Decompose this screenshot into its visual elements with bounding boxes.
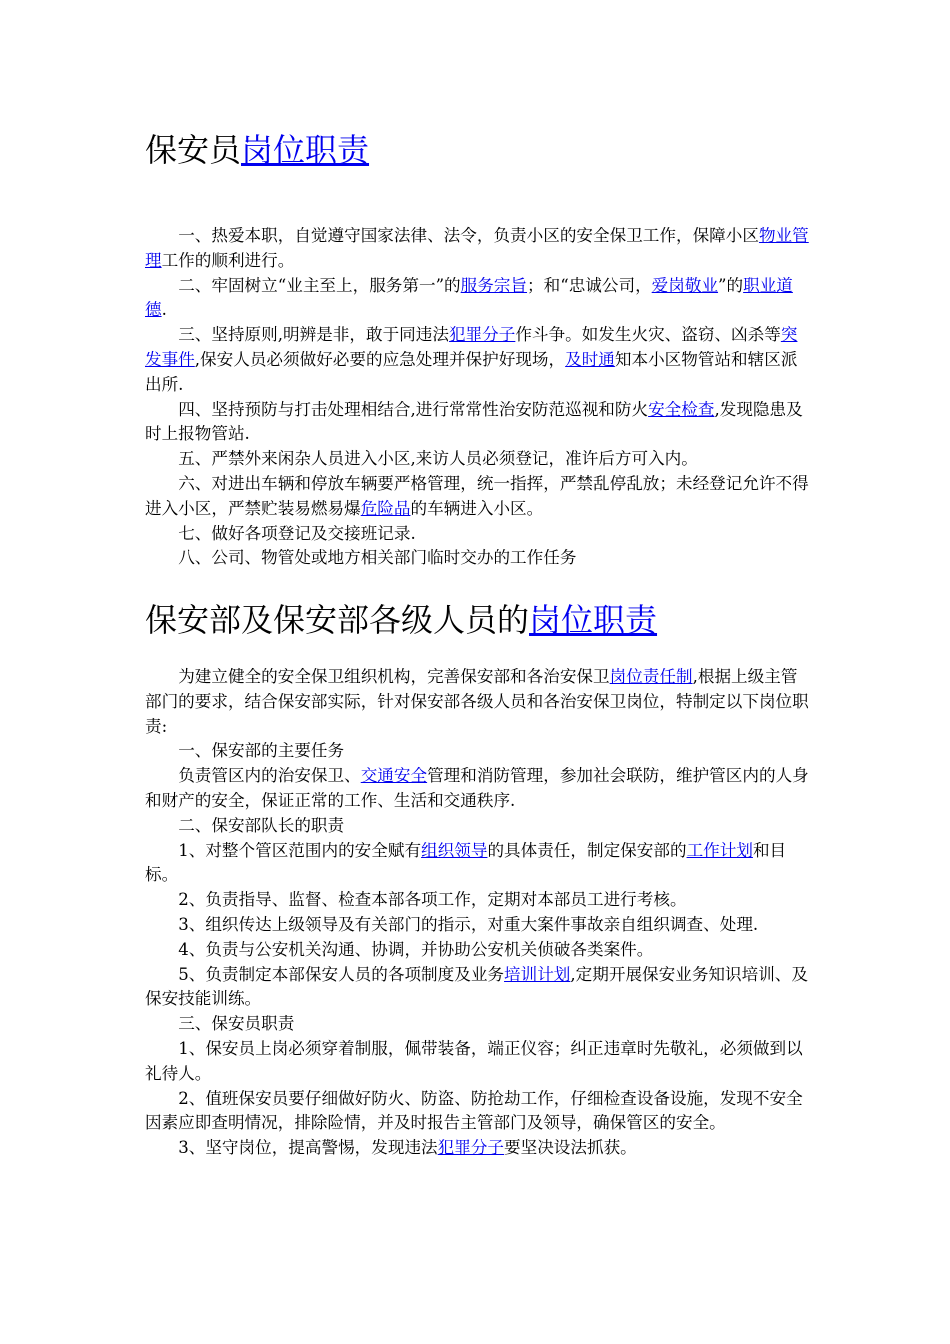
paragraph-text: 三、保安员职责 [178, 1014, 295, 1034]
inline-link[interactable]: 物业管理 [145, 226, 809, 270]
paragraph-text: 为建立健全的安全保卫组织机构，完善保安部和各治安保卫 [178, 667, 610, 686]
paragraph [145, 472, 810, 522]
paragraph-text: 2、值班保安员要仔细做好防火、防盗、防抢劫工作，仔细检查设备设施，发现不安全因素应即查明情况，排除险情，并及时报告主管部门及领导，确保管区的安全。 [145, 1088, 803, 1133]
inline-link[interactable]: 服务宗旨 [460, 275, 528, 295]
paragraph-text: 八、公司、物管处或地方相关部门临时交办的工作任务 [178, 548, 577, 568]
paragraph-text: 3、组织传达上级领导及有关部门的指示，对重大案件事故亲自组织调查、处理. [178, 914, 759, 934]
paragraph-text: ,定期开展保安业务知识培训、及保安技能训练。 [145, 964, 808, 1009]
paragraph [145, 913, 810, 938]
inline-link[interactable]: 工作计划 [686, 840, 753, 860]
inline-link[interactable]: 爱岗敬业 [651, 275, 719, 295]
paragraph [145, 1087, 810, 1137]
paragraph-text: 一、保安部的主要任务 [178, 741, 345, 761]
paragraph-text: 一、热爱本职，自觉遵守国家法律、法令，负责小区的安全保卫工作，保障小区 [178, 226, 759, 245]
paragraph [145, 1037, 810, 1087]
title-link[interactable]: 岗位职责 [241, 131, 370, 169]
paragraph [145, 888, 810, 913]
paragraph-text: 三、坚持原则,明辨是非，敢于同违法 [178, 325, 449, 345]
paragraph-text: 要坚决设法抓获。 [504, 1138, 637, 1158]
paragraph [145, 839, 810, 889]
paragraph [145, 224, 810, 274]
paragraph [145, 938, 810, 963]
section-title-link[interactable]: 岗位职责 [529, 601, 658, 639]
paragraph-text: 2、负责指导、监督、检查本部各项工作，定期对本部员工进行考核。 [178, 890, 687, 910]
paragraph [145, 398, 810, 448]
paragraph-text: 的具体责任，制定保安部的 [487, 840, 687, 860]
paragraph [145, 522, 810, 547]
paragraph-text: ；和“忠诚公司， [527, 275, 652, 295]
paragraph-text: 四、坚持预防与打击处理相结合,进行常常性治安防范巡视和防火 [178, 399, 649, 419]
inline-link[interactable]: 及时通 [565, 349, 615, 369]
paragraph [145, 323, 810, 397]
title-text: 保安员 [145, 131, 242, 169]
paragraph [145, 274, 810, 324]
inline-link[interactable]: 危险品 [360, 498, 411, 518]
paragraph-text: ,保安人员必须做好必要的应急处理并保护好现场， [194, 349, 566, 369]
paragraph [145, 764, 810, 814]
paragraph-text: 管理和消防管理，参加社会联防，维护管区内的人身和财产的安全，保证正常的工作、生活和交通秩序. [145, 766, 809, 810]
section-title [145, 600, 657, 640]
paragraph [145, 546, 810, 571]
paragraph-text: 负责管区内的治安保卫、 [178, 766, 361, 786]
paragraph-text: 作斗争。如发生火灾、盗窃、凶杀等 [515, 325, 781, 345]
paragraph-text: 5、负责制定本部保安人员的各项制度及业务 [178, 964, 505, 984]
paragraph-text: 六、对进出车辆和停放车辆要严格管理，统一指挥，严禁乱停乱放；未经登记允许不得进入小区，严禁贮装易燃易爆 [145, 473, 809, 518]
paragraph-text: 二、牢固树立“业主至上，服务第一”的 [178, 275, 461, 295]
inline-link[interactable]: 交通安全 [360, 766, 428, 786]
inline-link[interactable]: 犯罪分子 [448, 325, 516, 345]
inline-link[interactable]: 职业道德 [145, 275, 793, 320]
inline-link[interactable]: 安全检查 [648, 399, 715, 419]
page-title [145, 130, 369, 170]
section-duties-guard [145, 224, 810, 571]
paragraph-text: 五、严禁外来闲杂人员进入小区,来访人员必须登记，准许后方可入内。 [178, 449, 698, 469]
section-duties-department [145, 665, 810, 1161]
inline-link[interactable]: 组织领导 [421, 840, 488, 860]
inline-link[interactable]: 突发事件 [145, 325, 798, 369]
inline-link[interactable]: 犯罪分子 [437, 1138, 505, 1158]
paragraph-text: 工作的顺利进行。 [161, 250, 295, 270]
paragraph-text: 4、负责与公安机关沟通、协调，并协助公安机关侦破各类案件。 [178, 939, 654, 959]
paragraph [145, 1012, 810, 1037]
paragraph-text: 3、坚守岗位，提高警惕，发现违法 [178, 1138, 438, 1158]
paragraph [145, 447, 810, 472]
paragraph-text: 1、对整个管区范围内的安全赋有 [178, 840, 422, 860]
paragraph-text: 七、做好各项登记及交接班记录. [178, 523, 416, 543]
section-title-text: 保安部及保安部各级人员的 [145, 601, 530, 639]
paragraph [145, 963, 810, 1013]
paragraph [145, 814, 810, 839]
paragraph-text: 二、保安部队长的职责 [178, 815, 345, 835]
paragraph-text: ,根据上级主管部门的要求，结合保安部实际，针对保安部各级人员和各治安保卫岗位，特制定以下岗位职责: [145, 667, 809, 736]
paragraph-text: . [161, 300, 167, 320]
paragraph [145, 739, 810, 764]
paragraph-text: ,发现隐患及时上报物管站. [145, 399, 803, 444]
inline-link[interactable]: 岗位责任制 [609, 667, 693, 686]
inline-link[interactable]: 培训计划 [504, 964, 571, 984]
paragraph-text: 1、保安员上岗必须穿着制服，佩带装备，端正仪容；纠正违章时先敬礼，必须做到以礼待人。 [145, 1038, 803, 1083]
paragraph-text: ”的 [718, 275, 744, 295]
paragraph-text: 和目标。 [145, 840, 787, 885]
paragraph-text: 知本小区物管站和辖区派出所. [145, 349, 798, 394]
paragraph [145, 665, 810, 739]
paragraph [145, 1136, 810, 1161]
paragraph-text: 的车辆进入小区。 [410, 498, 544, 518]
